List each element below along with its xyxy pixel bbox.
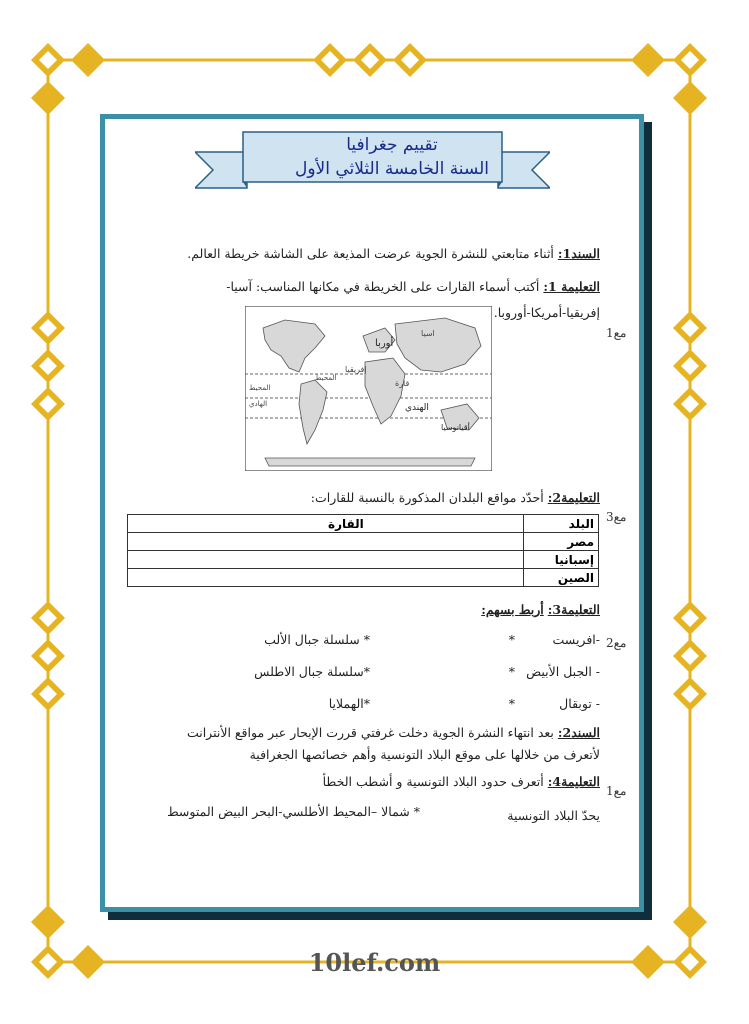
border-right-text: * شمالا –المحيط الأطلسي-البحر البيض المتوسط (167, 804, 420, 819)
bullet-star: * (508, 696, 515, 711)
sanad2-line1: بعد انتهاء النشرة الجوية دخلت غرفتي قررت الإبحار عبر مواقع الأنترانت (186, 725, 554, 740)
task4-line (240, 774, 600, 789)
match-right-item: *سلسلة جبال الاطلس (254, 664, 370, 679)
header-continent: القارة (128, 515, 524, 533)
score-mark: مع3 (606, 510, 627, 524)
map-label: المحيط (315, 374, 337, 382)
map-label: المحيط (249, 384, 271, 392)
table-row (128, 551, 599, 569)
task3-line (400, 602, 600, 617)
banner-title: تقييم جغرافيا (346, 135, 438, 155)
site-watermark: 10lef.com (308, 948, 441, 977)
map-label: أوربا (375, 338, 394, 349)
table-header-row (128, 515, 599, 533)
bullet-star: * (508, 632, 515, 647)
sanad1-text: أثناء متابعتي للنشرة الجوية عرضت المذيعة على الشاشة خريطة العالم. (187, 246, 554, 261)
score-mark: مع1 (606, 784, 627, 798)
border-left-text: يحدّ البلاد التونسية (507, 808, 600, 823)
match-right-item: * سلسلة جبال الألب (264, 632, 370, 647)
row-country: الصين (524, 569, 599, 587)
sanad2-block (130, 722, 600, 766)
bullet-star: * (508, 664, 515, 679)
task4-text: أتعرف حدود البلاد التونسية و أشطب الخطأ (322, 774, 544, 789)
row-continent-cell[interactable] (128, 569, 524, 587)
table-row (128, 569, 599, 587)
map-label: اسيا (421, 329, 435, 338)
worksheet (100, 114, 644, 912)
task2-label: التعليمة2: (547, 490, 600, 505)
match-left-item: - توبقال (559, 696, 600, 711)
score-mark: مع1 (606, 326, 627, 340)
task3-text: أربط بسهم: (481, 602, 544, 617)
banner-text (244, 133, 540, 181)
sanad1-line (140, 246, 600, 261)
task1-text: أكتب أسماء القارات على الخريطة في مكانها المناسب: آسيا-إفريقيا-أمريكا-أوروبا. (226, 279, 600, 320)
map-label: أقيانوسيا (441, 423, 470, 432)
sanad2-line2: لأتعرف من خلالها على موقع البلاد التونسية وأهم خصائصها الجغرافية (249, 747, 600, 762)
task3-label: التعليمة3: (547, 602, 600, 617)
task1-label: التعليمة 1: (543, 279, 600, 294)
table-row (128, 533, 599, 551)
countries-table (127, 514, 599, 587)
row-country: مصر (524, 533, 599, 551)
map-label: الهادي (249, 400, 268, 408)
banner-subtitle: السنة الخامسة الثلاثي الأول (294, 159, 490, 179)
map-label: إفريقيا (345, 365, 367, 374)
task2-line (250, 490, 600, 505)
row-continent-cell[interactable] (128, 551, 524, 569)
map-label: قارة (395, 379, 410, 388)
world-map (245, 306, 492, 471)
row-continent-cell[interactable] (128, 533, 524, 551)
match-right-item: *الهملايا (328, 696, 370, 711)
sanad1-label: السند1: (557, 246, 600, 261)
sanad2-label: السند2: (557, 725, 600, 740)
task2-text: أحدّد مواقع البلدان المذكورة بالنسبة للقارات: (310, 490, 544, 505)
row-country: إسبانيا (524, 551, 599, 569)
task4-label: التعليمة4: (547, 774, 600, 789)
match-left-item: -افريست (552, 632, 600, 647)
map-label: الهندي (405, 403, 429, 413)
header-country: البلد (524, 515, 599, 533)
match-left-item: - الجبل الأبيض (526, 664, 600, 679)
score-mark: مع2 (606, 636, 627, 650)
